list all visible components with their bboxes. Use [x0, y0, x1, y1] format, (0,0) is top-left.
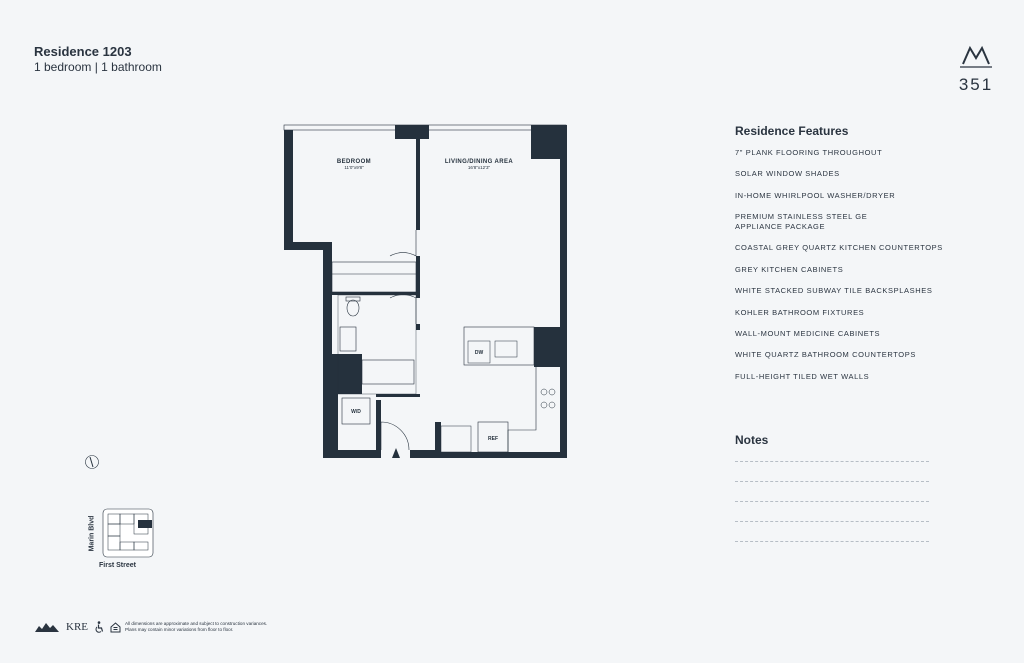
kitchen-counter — [508, 367, 536, 452]
feature-item: WHITE QUARTZ BATHROOM COUNTERTOPS — [735, 350, 916, 359]
notes-heading: Notes — [735, 433, 769, 447]
toilet — [347, 300, 359, 316]
entry-door — [381, 422, 409, 450]
bedroom-dims: 11'0"x9'8" — [344, 165, 364, 170]
brand-number: 351 — [958, 75, 994, 94]
feature-item: SOLAR WINDOW SHADES — [735, 169, 840, 178]
residence-subtitle: 1 bedroom | 1 bathroom — [34, 60, 162, 74]
kitchen-island — [464, 327, 534, 365]
note-line[interactable] — [735, 481, 929, 482]
mountain-m-logo-icon — [959, 44, 993, 68]
refrigerator-label: REF — [488, 436, 498, 442]
disclaimer-line: Plans may contain minor variations from floor to floor. — [125, 627, 234, 632]
bathroom-sink — [340, 327, 356, 351]
feature-item: KOHLER BATHROOM FIXTURES — [735, 308, 865, 317]
feature-item: IN-HOME WHIRLPOOL WASHER/DRYER — [735, 191, 896, 200]
bedroom-door — [390, 230, 416, 256]
developer-logo-icon — [34, 621, 60, 633]
residence-title: Residence 1203 — [34, 44, 132, 59]
bedroom-label: BEDROOM — [336, 159, 372, 165]
feature-item: PREMIUM STAINLESS STEEL GE APPLIANCE PACKAGE — [735, 212, 868, 231]
equal-housing-icon — [110, 622, 121, 633]
feature-item: WHITE STACKED SUBWAY TILE BACKSPLASHES — [735, 286, 933, 295]
feature-item: 7" PLANK FLOORING THROUGHOUT — [735, 148, 883, 157]
bathtub — [362, 360, 414, 384]
feature-item: COASTAL GREY QUARTZ KITCHEN COUNTERTOPS — [735, 243, 943, 252]
feature-item: GREY KITCHEN CABINETS — [735, 265, 844, 274]
feature-item: WALL-MOUNT MEDICINE CABINETS — [735, 329, 881, 338]
compass-icon — [84, 454, 100, 470]
note-line[interactable] — [735, 541, 929, 542]
disclaimer — [125, 621, 295, 633]
living-label: LIVING/DINING AREA — [444, 159, 514, 165]
dishwasher-label: DW — [474, 350, 484, 356]
exterior-walls — [284, 125, 567, 458]
closet — [332, 262, 416, 292]
entry-arrow-icon — [392, 448, 400, 458]
disclaimer-line: All dimensions are approximate and subject to construction variances. — [125, 621, 268, 626]
note-line[interactable] — [735, 521, 929, 522]
unit-highlight — [138, 520, 152, 528]
feature-item: FULL-HEIGHT TILED WET WALLS — [735, 372, 870, 381]
kre-logo: KRE — [66, 621, 88, 633]
accessibility-icon — [94, 621, 104, 633]
footer-logos — [34, 619, 121, 635]
site-key-map — [100, 508, 156, 560]
bathroom-door — [390, 295, 416, 324]
note-line[interactable] — [735, 501, 929, 502]
washer-dryer-label: W/D — [351, 409, 361, 415]
kitchen-sink — [495, 341, 517, 357]
note-line[interactable] — [735, 461, 929, 462]
street-label-first: First Street — [99, 562, 136, 569]
living-dims: 16'8"x12'3" — [467, 165, 491, 170]
cooktop — [541, 389, 555, 408]
features-heading: Residence Features — [735, 124, 849, 138]
floor-plan — [280, 122, 570, 462]
brand-logo — [956, 44, 996, 95]
street-label-marin: Marin Blvd — [88, 515, 96, 552]
pantry — [441, 426, 471, 452]
